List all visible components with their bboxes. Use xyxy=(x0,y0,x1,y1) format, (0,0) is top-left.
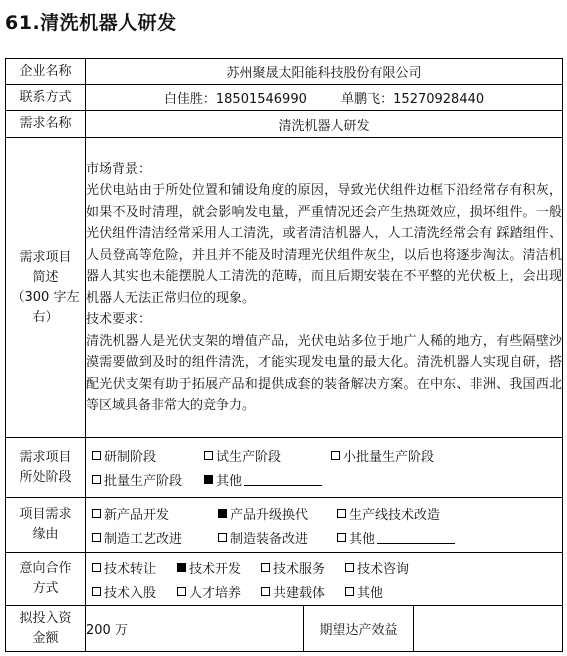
cooperation-options xyxy=(86,553,563,606)
option-label: 技术转让 xyxy=(104,561,157,577)
row-demand-name xyxy=(6,111,563,138)
label-line: 缘由 xyxy=(32,527,59,542)
checkbox-reason-3[interactable] xyxy=(92,533,101,542)
row-reason xyxy=(6,498,563,553)
checkbox-coop-3[interactable] xyxy=(345,563,354,572)
checkbox-coop-4[interactable] xyxy=(92,587,101,596)
option-stage-1[interactable] xyxy=(204,446,331,465)
document-title: 61.清洗机器人研发 xyxy=(5,12,177,34)
option-label: 制造装备改进 xyxy=(230,531,309,547)
option-label: 技术咨询 xyxy=(357,561,410,577)
row-company xyxy=(6,59,563,85)
checkbox-reason-5[interactable] xyxy=(337,533,346,542)
option-stage-0[interactable] xyxy=(92,446,204,465)
option-label: 技术开发 xyxy=(189,561,242,577)
option-label: 生产线技术改造 xyxy=(349,507,441,523)
checkbox-stage-0[interactable] xyxy=(92,451,101,460)
checkbox-reason-4[interactable] xyxy=(218,533,227,542)
option-label: 共建载体 xyxy=(273,585,326,601)
label-line: 需求项目 xyxy=(19,449,72,465)
option-label: 人才培养 xyxy=(189,585,242,601)
contact-person-1: 白佳胜：18501546990 xyxy=(163,92,307,107)
option-coop-5[interactable] xyxy=(177,582,261,601)
label-line: 所处阶段 xyxy=(19,469,72,485)
option-stage-2[interactable] xyxy=(331,446,434,465)
label-line: 金额 xyxy=(32,630,59,646)
checkbox-stage-1[interactable] xyxy=(204,451,213,460)
target-benefit-value[interactable] xyxy=(414,606,563,652)
option-label: 新产品开发 xyxy=(104,507,170,523)
demand-name-value: 清洗机器人研发 xyxy=(86,111,563,138)
cooperation-label xyxy=(6,553,86,606)
option-label: 其他 xyxy=(357,585,384,601)
option-label: 其他 xyxy=(216,474,243,489)
option-coop-0[interactable] xyxy=(92,558,177,577)
row-contact xyxy=(6,85,563,111)
option-reason-1[interactable] xyxy=(218,504,337,523)
checkbox-coop-0[interactable] xyxy=(92,563,101,572)
label-line: （300 字左 xyxy=(11,289,80,305)
checkbox-coop-6[interactable] xyxy=(261,587,270,596)
stage-options xyxy=(86,438,563,498)
checkbox-coop-2[interactable] xyxy=(261,563,270,572)
investment-value: 200 万 xyxy=(86,606,304,652)
market-background-heading: 市场背景： xyxy=(86,161,152,177)
option-label: 试生产阶段 xyxy=(216,450,282,465)
option-stage-4[interactable] xyxy=(204,470,322,489)
reason-label xyxy=(6,498,86,553)
option-label: 其他 xyxy=(349,531,376,547)
checkbox-coop-5[interactable] xyxy=(177,587,186,596)
label-line: 简述 xyxy=(32,269,59,285)
tech-requirements-text: 清洗机器人是光伏支架的增值产品，光伏电站多位于地广人稀的地方，有些隔壁沙漠需要做到及时的组件清洗，才能实现发电量的最大化。清洗机器人实现自研，搭配光伏支架有助于拓展产品和提供成套的装备解决方案。在中东、非洲、我国西北等区域具备非常大的竞争力。 xyxy=(86,333,563,413)
option-label: 制造工艺改进 xyxy=(104,531,183,547)
option-coop-1[interactable] xyxy=(177,558,261,577)
option-label: 批量生产阶段 xyxy=(104,474,183,489)
checkbox-stage-4[interactable] xyxy=(204,475,213,484)
option-reason-3[interactable] xyxy=(92,528,218,547)
label-line: 需求项目 xyxy=(19,249,72,265)
demand-name-label: 需求名称 xyxy=(6,111,86,138)
demand-form xyxy=(5,58,563,652)
option-coop-4[interactable] xyxy=(92,582,177,601)
checkbox-coop-1[interactable] xyxy=(177,563,186,572)
option-label: 技术入股 xyxy=(104,585,157,601)
checkbox-coop-7[interactable] xyxy=(345,587,354,596)
checkbox-reason-1[interactable] xyxy=(218,509,227,518)
option-label: 技术服务 xyxy=(273,561,326,577)
contact-person-2: 单鹏飞：15270928440 xyxy=(341,92,485,107)
option-coop-6[interactable] xyxy=(261,582,345,601)
other-blank-line[interactable] xyxy=(377,531,455,544)
checkbox-reason-0[interactable] xyxy=(92,509,101,518)
option-stage-3[interactable] xyxy=(92,470,204,489)
contact-value xyxy=(86,85,563,111)
option-label: 小批量生产阶段 xyxy=(343,450,435,465)
reason-options xyxy=(86,498,563,553)
market-background-text: 光伏电站由于所处位置和铺设角度的原因，导致光伏组件边框下沿经常存有积灰，如果不及时清理，就会影响发电量，严重情况还会产生热斑效应，损坏组件。一般光伏组件清洁经常采用人工清洗，或者清洁机器人，人工清洗经常会有 踩踏组件、人员登高等危险，并且并不能及时清理光伏组件灰尘，以后也将逐步淘汰。清洁机器人其实也未能摆脱人工清洗的范畴，而且后期安装在不平整的光伏板上，会出现机器人无法正常归位的现象。 xyxy=(86,183,563,306)
option-coop-2[interactable] xyxy=(261,558,345,577)
label-line: 意向合作 xyxy=(19,561,72,576)
stage-label xyxy=(6,438,86,498)
checkbox-reason-2[interactable] xyxy=(337,509,346,518)
label-line: 项目需求 xyxy=(19,507,72,522)
other-blank-line[interactable] xyxy=(244,473,322,486)
contact-label: 联系方式 xyxy=(6,85,86,111)
option-reason-0[interactable] xyxy=(92,504,218,523)
row-investment xyxy=(6,606,563,652)
target-benefit-label: 期望达产效益 xyxy=(304,606,414,652)
company-value: 苏州聚晟太阳能科技股份有限公司 xyxy=(86,59,563,85)
option-label: 产品升级换代 xyxy=(230,507,309,523)
company-label: 企业名称 xyxy=(6,59,86,85)
label-line: 拟投入资 xyxy=(19,610,72,626)
tech-requirements-heading: 技术要求： xyxy=(86,312,152,327)
option-reason-4[interactable] xyxy=(218,528,337,547)
label-line: 方式 xyxy=(32,581,59,596)
option-coop-7[interactable] xyxy=(345,582,383,601)
checkbox-stage-2[interactable] xyxy=(331,451,340,460)
description-content xyxy=(86,138,563,438)
option-coop-3[interactable] xyxy=(345,558,409,577)
option-label: 研制阶段 xyxy=(104,450,157,465)
checkbox-stage-3[interactable] xyxy=(92,475,101,484)
row-stage xyxy=(6,438,563,498)
row-description xyxy=(6,138,563,438)
row-cooperation xyxy=(6,553,563,606)
option-reason-2[interactable] xyxy=(337,504,440,523)
investment-label xyxy=(6,606,86,652)
description-label xyxy=(6,138,86,438)
label-line: 右） xyxy=(32,309,59,325)
option-reason-5[interactable] xyxy=(337,528,455,547)
